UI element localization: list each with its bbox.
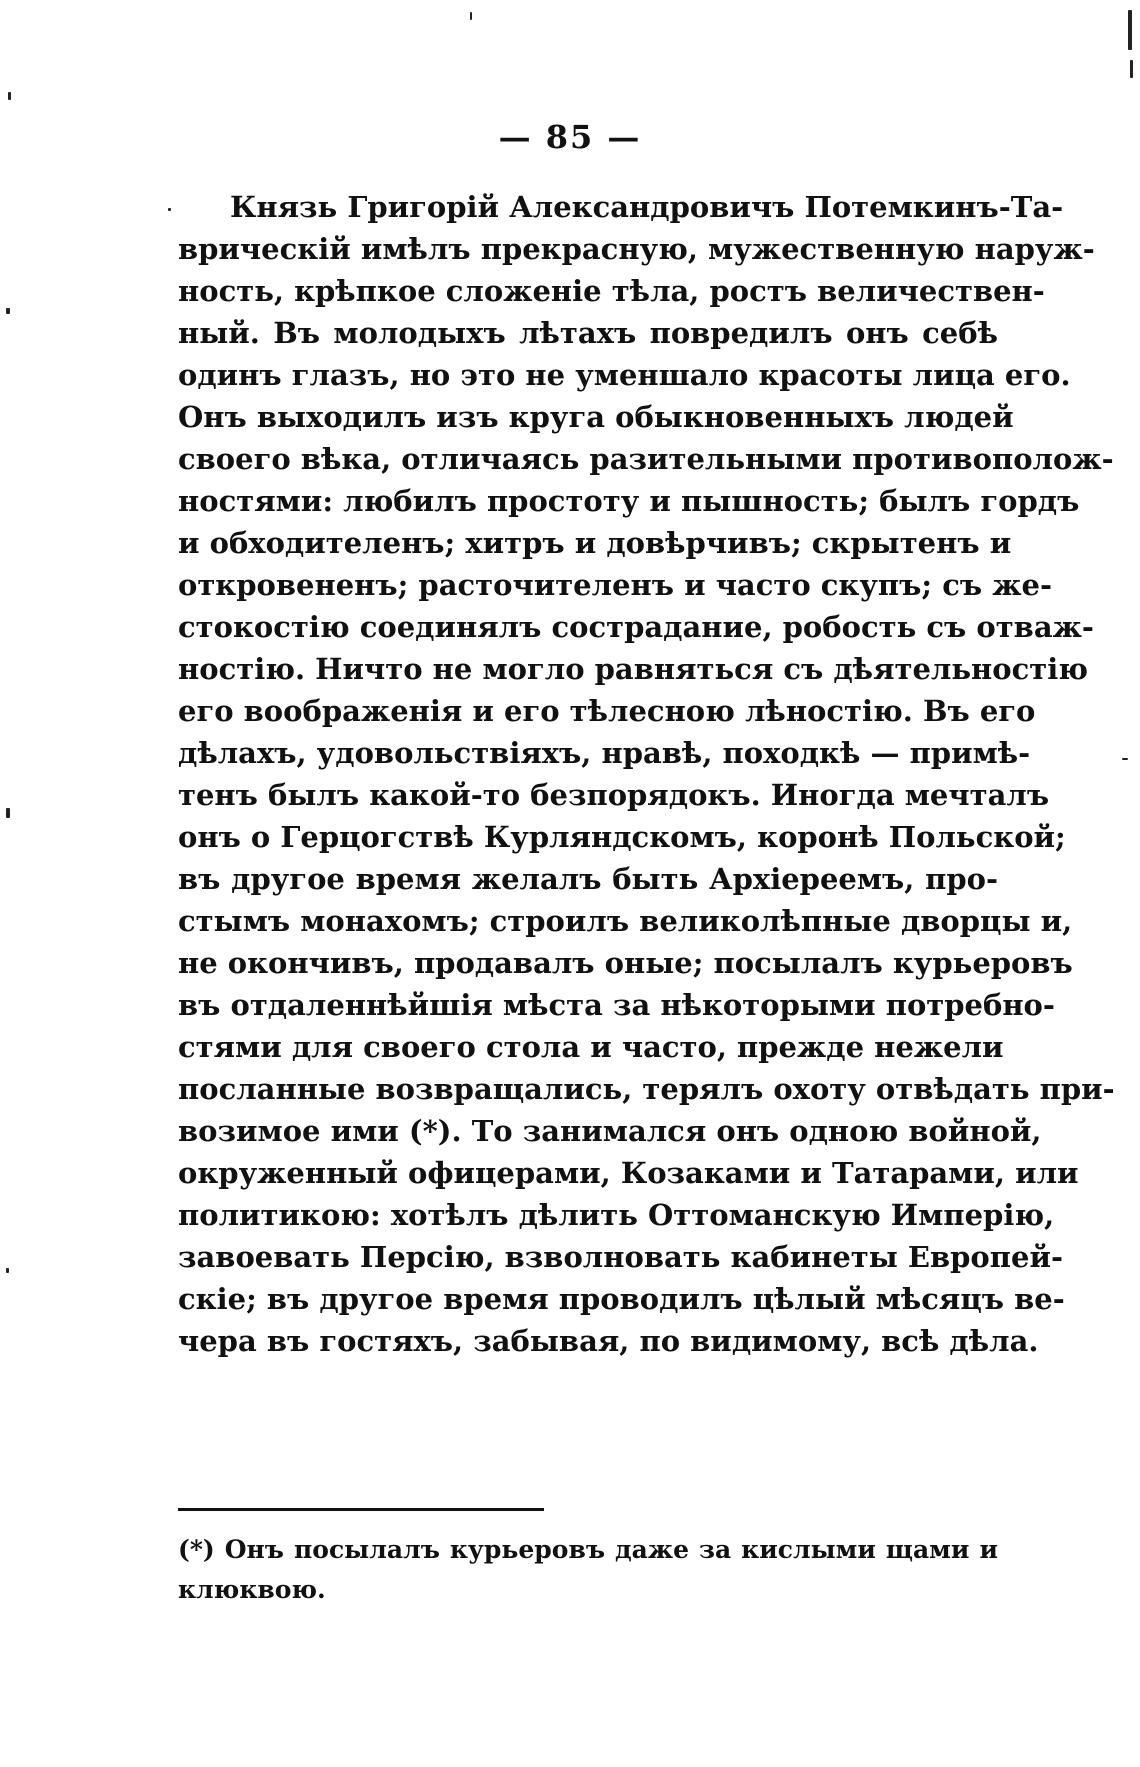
text-line: ностями: любилъ простоту и пышность; былъ гордъ [178, 484, 1080, 518]
text-line: посланные возвращались, терялъ охоту отвѣдать при- [178, 1072, 1115, 1106]
text-line: въ отдаленнѣйшія мѣста за нѣкоторыми потребно- [178, 988, 1055, 1022]
text-line: политикою: хотѣлъ дѣлить Оттоманскую Имперію, [178, 1198, 1055, 1232]
text-line: чера въ гостяхъ, забывая, по видимому, всѣ дѣла. [178, 1324, 1039, 1358]
footnote [178, 1530, 998, 1610]
text-line: ный. Въ молодыхъ лѣтахъ повредилъ онъ себѣ [178, 316, 998, 350]
text-line: его воображенія и его тѣлесною лѣностію. Въ его [178, 694, 1036, 728]
text-line: завоевать Персію, взволновать кабинеты Европей- [178, 1240, 1063, 1274]
text-line: стями для своего стола и часто, прежде нежели [178, 1030, 1004, 1064]
footnote-separator [178, 1508, 544, 1511]
text-line: откровененъ; расточителенъ и часто скупъ; съ же- [178, 568, 1052, 602]
text-line: не окончивъ, продавалъ оные; посылалъ курьеровъ [178, 946, 1073, 980]
text-line: ность, крѣпкое сложеніе тѣла, ростъ величествен- [178, 274, 1045, 308]
scan-speck [1122, 758, 1128, 760]
main-paragraph [178, 186, 1115, 1362]
scan-speck [1128, 10, 1132, 50]
text-line: одинъ глазъ, но это не уменшало красоты лица его. [178, 358, 1071, 392]
footnote-line: (*) Онъ посылалъ курьеровъ даже за кислыми щами и [178, 1535, 998, 1564]
text-line: онъ о Герцогствѣ Курляндскомъ, коронѣ Польской; [178, 820, 1066, 854]
text-line: дѣлахъ, удовольствіяхъ, нравѣ, походкѣ — примѣ- [178, 736, 1031, 770]
text-line: Князь Григорій Александровичъ Потемкинъ-Та- [230, 190, 1064, 224]
scan-speck [6, 1268, 9, 1273]
text-line: стокостію соединялъ сострадание, робость съ отваж- [178, 610, 1094, 644]
text-line: тенъ былъ какой-то безпорядокъ. Иногда мечталъ [178, 778, 1050, 812]
text-line: скіе; въ другое время проводилъ цѣлый мѣсяцъ ве- [178, 1282, 1065, 1316]
scan-speck [168, 208, 171, 211]
scan-speck [470, 12, 472, 20]
text-line: ностію. Ничто не могло равняться съ дѣятельностію [178, 652, 1088, 686]
text-line: въ другое время желалъ быть Архіереемъ, про- [178, 862, 998, 896]
text-line: окруженный офицерами, Козаками и Татарами, или [178, 1156, 1079, 1190]
text-line: врическій имѣлъ прекрасную, мужественную наруж- [178, 232, 1095, 266]
scan-speck [6, 808, 10, 818]
scan-speck [1130, 60, 1133, 78]
page-number: — 85 — [498, 118, 642, 156]
text-line: и обходителенъ; хитръ и довѣрчивъ; скрытенъ и [178, 526, 1012, 560]
text-line: возимое ими (*). То занимался онъ одною войной, [178, 1114, 1042, 1148]
scan-speck [6, 308, 10, 314]
text-line: стымъ монахомъ; строилъ великолѣпные дворцы и, [178, 904, 1073, 938]
text-line: своего вѣка, отличаясь разительными противополож- [178, 442, 1114, 476]
text-line: Онъ выходилъ изъ круга обыкновенныхъ людей [178, 400, 1014, 434]
footnote-line: клюквою. [178, 1575, 326, 1604]
scan-speck [8, 92, 11, 100]
